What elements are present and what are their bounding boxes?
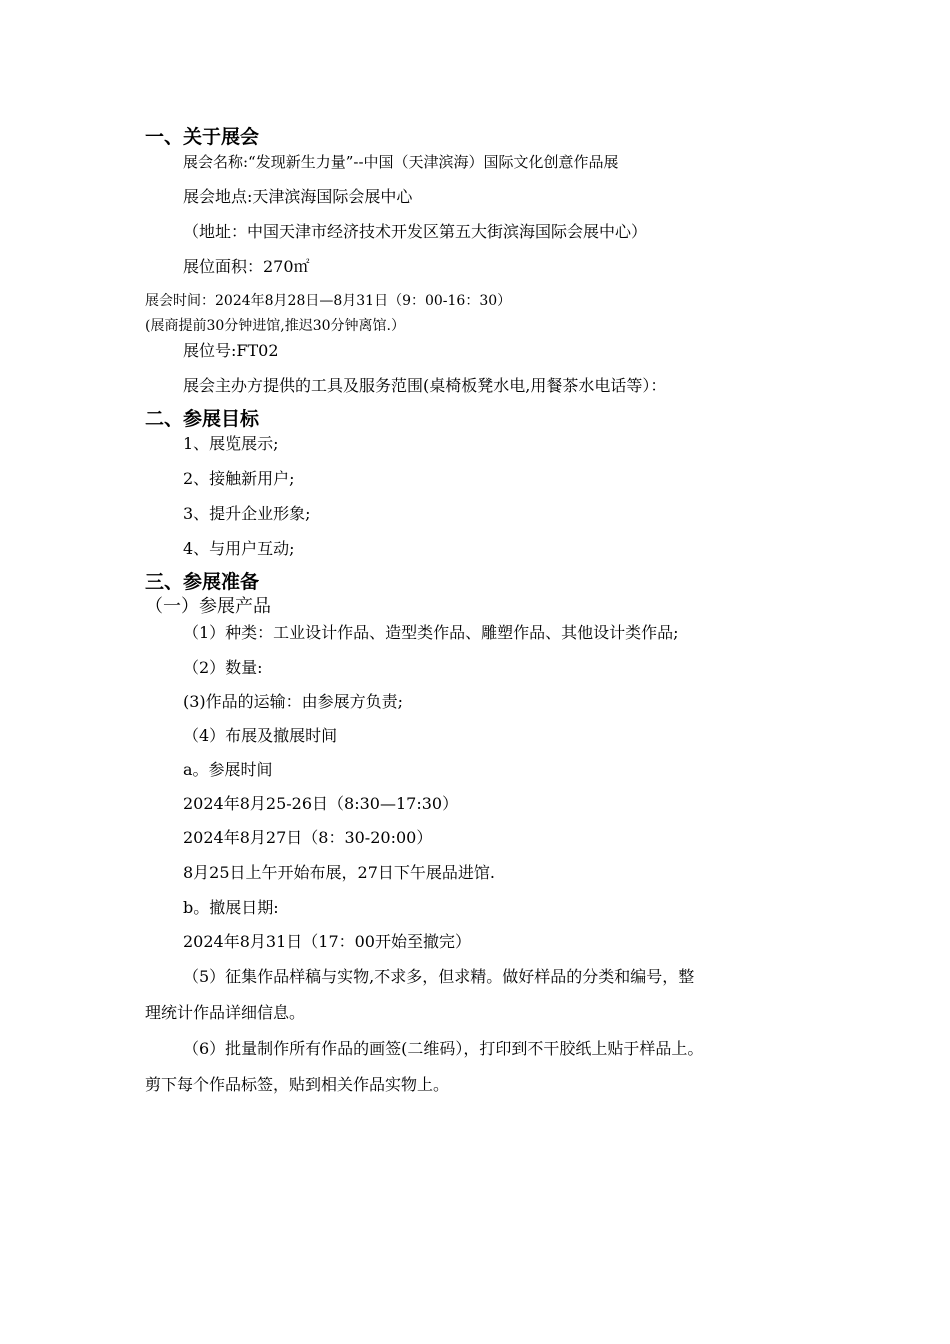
goal-item: 4、与用户互动; [183,539,295,558]
prep-line: （6）批量制作所有作品的画签(二维码），打印到不干胶纸上贴于样品上。 [183,1039,704,1058]
prep-line: (3)作品的运输：由参展方负责; [183,692,404,711]
booth-number: 展位号:FT02 [183,341,279,360]
goal-item: 2、接触新用户; [183,469,295,488]
exhibition-address: （地址：中国天津市经济技术开发区第五大街滨海国际会展中心） [183,222,648,241]
prep-line: 理统计作品详细信息。 [145,1003,306,1022]
prep-line: 2024年8月31日（17：00开始至撤完） [183,932,471,951]
goal-item: 1、展览展示; [183,434,279,453]
prep-line: 2024年8月27日（8：30-20:00） [183,828,433,847]
exhibition-venue: 展会地点:天津滨海国际会展中心 [183,187,413,206]
prep-line: b。撤展日期: [183,898,279,917]
prep-line: a。参展时间 [183,760,273,779]
prep-line: （4）布展及撤展时间 [183,726,338,745]
section-1-heading: 一、关于展会 [145,126,260,148]
section-2-heading: 二、参展目标 [145,408,260,430]
organizer-services: 展会主办方提供的工具及服务范围(桌椅板凳水电,用餐茶水电话等）： [183,376,667,395]
goal-item: 3、提升企业形象; [183,504,311,523]
prep-line: 剪下每个作品标签，贴到相关作品实物上。 [145,1075,450,1094]
prep-line: 2024年8月25-26日（8:30—17:30） [183,794,459,813]
exhibition-time-note: (展商提前30分钟进馆,推迟30分钟离馆.） [145,318,405,334]
exhibition-name: 展会名称:“发现新生力量”--中国（天津滨海）国际文化创意作品展 [183,153,619,171]
subsection-heading: （一）参展产品 [145,596,271,617]
prep-line: （2）数量: [183,658,263,677]
prep-line: （5）征集作品样稿与实物,不求多，但求精。做好样品的分类和编号，整 [183,967,695,986]
exhibition-time: 展会时间：2024年8月28日—8月31日（9：00-16：30） [145,293,512,309]
section-3-heading: 三、参展准备 [145,571,260,593]
booth-area: 展位面积：270㎡ [183,257,310,276]
prep-line: 8月25日上午开始布展，27日下午展品进馆. [183,863,495,882]
prep-line: （1）种类：工业设计作品、造型类作品、雕塑作品、其他设计类作品; [183,623,679,642]
